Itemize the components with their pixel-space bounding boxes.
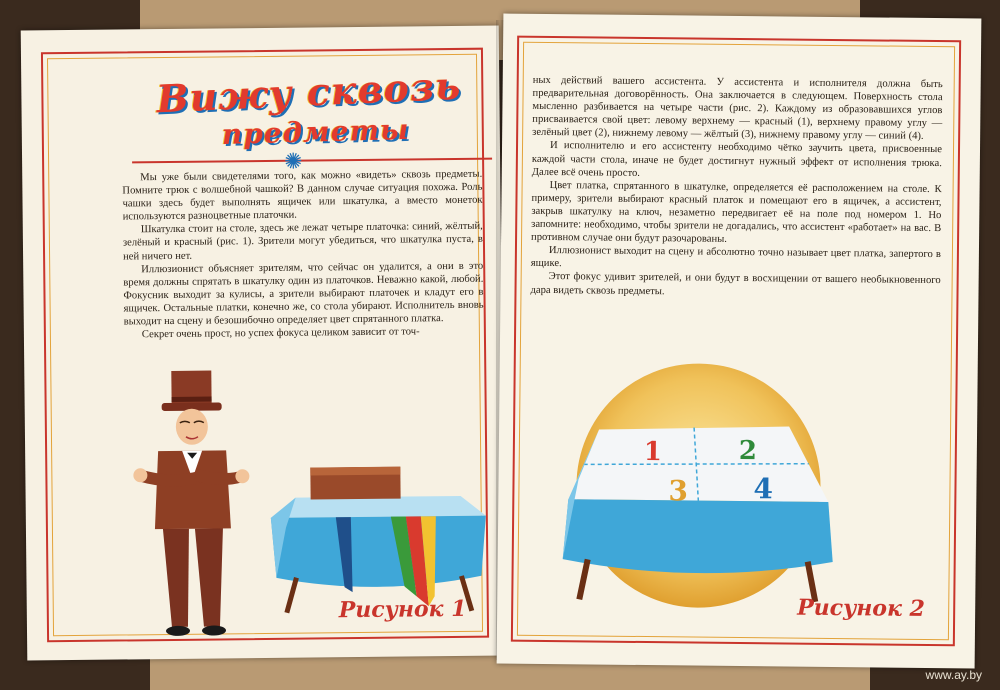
- paragraph: Секрет очень прост, но успех фокуса целиком зависит от точ-: [141, 326, 420, 341]
- paragraph: Иллюзионист объясняет зрителям, что сейчас он удалится, а они в это время должны спрятать в шкатулку один из платочков. Неважно какой, любой. Фокусник выходит за кулисы, а зрители выбирают платочек и кладут его в ящичек. Остальные платки, конечно же, со стола убирают. Исполнитель вновь выходит на сцену и безошибочно определяет цвет спрятанного платка.: [123, 260, 484, 328]
- table-number-4: 4: [753, 472, 774, 506]
- figure-2-table-illustration: [557, 359, 840, 612]
- figure-1-caption: Рисунок 1: [338, 595, 467, 624]
- left-page: [21, 26, 506, 661]
- paragraph: Шкатулка стоит на столе, здесь же лежат четыре платочка: синий, жёлтый, зелёный и красный (рис. 1). Зрители могут убедиться, что шкатулка пуста, в ней ничего нет.: [122, 221, 483, 263]
- right-page-text: [530, 74, 942, 301]
- figure-2-caption: Рисунок 2: [797, 594, 926, 622]
- star-ornament-icon: ✺: [283, 148, 303, 174]
- paragraph: Цвет платка, спрятанного в шкатулке, определяется её расположением на столе. К примеру, зрители выбирают красный платок и помещают его в ящичек, а ассистент, закрыв шкатулку на ключ, незаметно передвигает её на поле под номером 1. Но запомните: необходимо, чтобы зрители не догадались, что ассистент «работает» на вас. В противном случае они будут разочарованы.: [531, 179, 942, 245]
- paragraph: ных действий вашего ассистента. У ассистента и исполнителя должна быть предварительная договорённость. Она заключается в следующем. Поверхность стола мысленно разбивается на четыре части (рис. 2). Каждому из образовавшихся углов присваивается свой цвет: левому верхнему — красный (1), верхнему правому углу — зелёный цвет (2), нижнему левому — жёлтый (3), нижнему правому углу — синий (4).: [532, 74, 943, 143]
- paragraph: Этот фокус удивит зрителей, и они будут в восхищении от вашего необыкновенного дара видеть сквозь предметы.: [530, 271, 941, 297]
- table-number-2: 2: [738, 436, 758, 467]
- table-number-1: 1: [643, 437, 663, 468]
- magician-illustration: [129, 358, 252, 639]
- left-page-text: [122, 168, 484, 342]
- paragraph: Мы уже были свидетелями того, как можно «видеть» сквозь предметы. Помните трюк с волшебной чашкой? В данном случае ситуация похожа. Роль чашки здесь будет выполнять ящичек или шкатулка, а вместо монеток используются разноцветные платочки.: [122, 168, 483, 223]
- title-line-2: предметы: [221, 112, 410, 152]
- title-line-1: Вижу сквозь: [155, 62, 463, 122]
- watermark: www.ay.by: [925, 668, 982, 682]
- table-number-3: 3: [668, 474, 689, 508]
- right-page: [497, 14, 982, 669]
- paragraph: И исполнителю и его ассистенту необходимо чётко заучить цвета, присвоенные каждой части стола, иначе не будет достигнут нужный эффект от исполнения трюка. Далее всё очень просто.: [531, 140, 943, 179]
- paragraph: Иллюзионист выходит на сцену и абсолютно точно называет цвет платка, запертого в ящике.: [530, 245, 941, 270]
